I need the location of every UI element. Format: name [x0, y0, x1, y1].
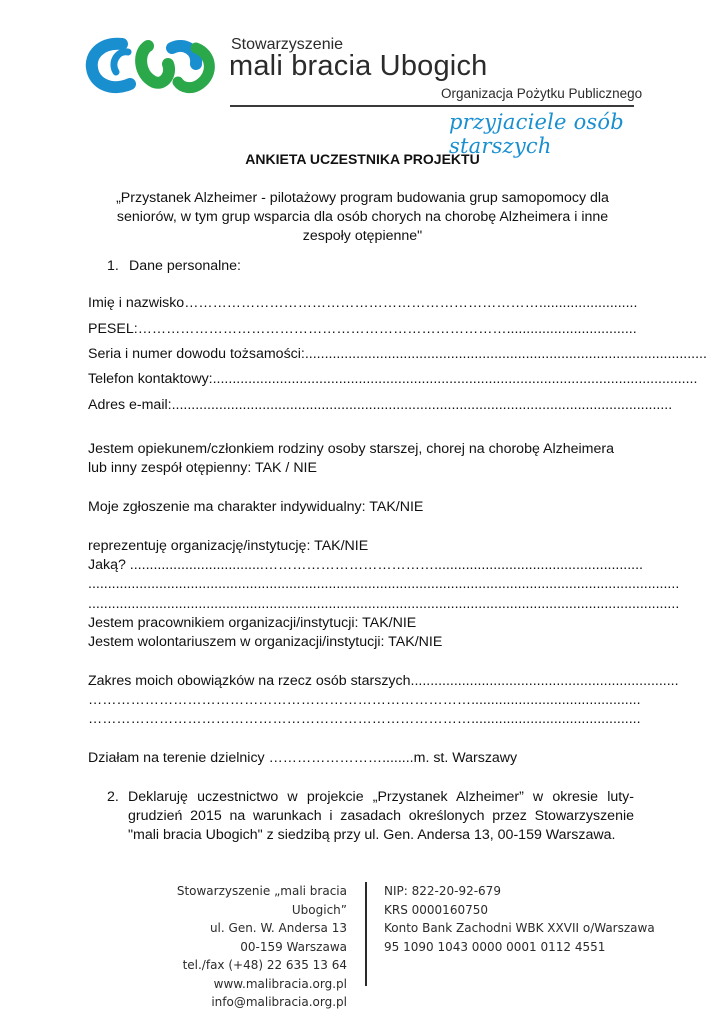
district-label: Działam na terenie dzielnicy	[88, 750, 265, 766]
org-status: Organizacja Pożytku Publicznego	[441, 86, 643, 101]
field-pesel-label: PESEL:	[88, 321, 138, 337]
field-which-org[interactable]: Jaką? ..................................……………………………….....................................................	[88, 557, 643, 573]
district-suffix: m. st. Warszawy	[413, 750, 518, 766]
field-id-label: Seria i numer dowodu tożsamości:	[88, 346, 305, 362]
field-email[interactable]: Adres e-mail:...............................................................................................................................	[88, 397, 673, 413]
field-name[interactable]: Imię i nazwisko………………………………………………………………….........................	[88, 295, 638, 311]
field-which-label: Jaką?	[88, 557, 126, 573]
project-name: „Przystanek Alzheimer - pilotażowy program budowania grup samopomocy dla seniorów, w tym grup wsparcia dla osób chorych na chorobę Alzheimera i inne zespoły otępienne"	[116, 190, 609, 244]
field-name-label: Imię i nazwisko	[88, 295, 185, 311]
volunteer-question: Jestem wolontariuszem w organizacji/instytucji: TAK/NIE	[88, 634, 443, 650]
footer-bank: Konto Bank Zachodni WBK XXVII o/Warszawa	[384, 921, 655, 935]
footer-org: Stowarzyszenie „mali bracia Ubogich”	[176, 884, 347, 917]
caregiver-question: Jestem opiekunem/członkiem rodziny osoby starszej, chorej na chorobę Alzheimera lub inny zespół otępienny: TAK / NIE	[88, 441, 614, 476]
field-email-label: Adres e-mail:	[88, 397, 172, 413]
header-divider	[230, 105, 634, 107]
employee-question: Jestem pracownikiem organizacji/instytucji: TAK/NIE	[88, 615, 417, 631]
individual-question: Moje zgłoszenie ma charakter indywidualny: TAK/NIE	[88, 499, 424, 515]
field-which-line-2[interactable]: ......................................................................................................................................................	[88, 576, 680, 592]
footer-website-link[interactable]: www.malibracia.org.pl	[213, 976, 347, 991]
org-name-small: Stowarzyszenie	[231, 36, 344, 53]
organization-logo	[88, 34, 218, 94]
page-title: ANKIETA UCZESTNIKA PROJEKTU	[245, 151, 480, 167]
represent-question: reprezentuję organizację/instytucję: TAK/NIE	[88, 538, 369, 554]
field-duties-line-3[interactable]: ………………………………………………………………………...........................................	[88, 711, 641, 727]
field-phone-label: Telefon kontaktowy:	[88, 371, 213, 387]
field-district[interactable]: Działam na terenie dzielnicy ……………………........m. st. Warszawy	[88, 750, 518, 766]
field-pesel[interactable]: PESEL:…………………………………………………………………….................................	[88, 321, 637, 337]
footer-address	[128, 882, 347, 1012]
tagline: przyjaciele osób starszych	[449, 110, 624, 158]
field-phone[interactable]: Telefon kontaktowy:...........................................................................................................................	[88, 371, 698, 387]
field-which-line-3[interactable]: ......................................................................................................................................................	[88, 596, 680, 612]
field-id[interactable]: Seria i numer dowodu tożsamości:......................................................................................................	[88, 346, 707, 362]
declaration-text: Deklaruję uczestnictwo w projekcie „Przystanek Alzheimer” w okresie luty-grudzień 2015 na warunkach i zasadach określonych przez Stowarzyszenie "mali bracia Ubogich" z siedzibą przy ul. Gen. Andersa 13, 00-159 Warszawa.	[128, 789, 634, 843]
field-duties-label: Zakres moich obowiązków na rzecz osób starszych	[88, 673, 411, 689]
footer-street: ul. Gen. W. Andersa 13	[209, 921, 347, 935]
footer-email-link[interactable]: info@malibracia.org.pl	[211, 995, 347, 1009]
footer-nip: NIP: 822-20-92-679	[384, 884, 501, 898]
footer-phone: tel./fax (+48) 22 635 13 64	[182, 958, 347, 972]
footer-city: 00-159 Warszawa	[240, 939, 347, 954]
footer-krs: KRS 0000160750	[384, 902, 488, 917]
section-1-number: 1.	[107, 258, 119, 274]
section-1-title: Dane personalne:	[129, 258, 242, 274]
field-duties[interactable]: Zakres moich obowiązków na rzecz osób starszych....................................................................	[88, 673, 679, 689]
field-duties-line-2[interactable]: ………………………………………………………………………...........................................	[88, 692, 641, 708]
org-name: mali bracia Ubogich	[229, 50, 488, 82]
section-2-number: 2.	[107, 789, 119, 805]
footer-divider	[365, 882, 367, 986]
footer-account: 95 1090 1043 0000 0001 0112 4551	[384, 939, 606, 954]
footer-registry	[384, 882, 655, 956]
